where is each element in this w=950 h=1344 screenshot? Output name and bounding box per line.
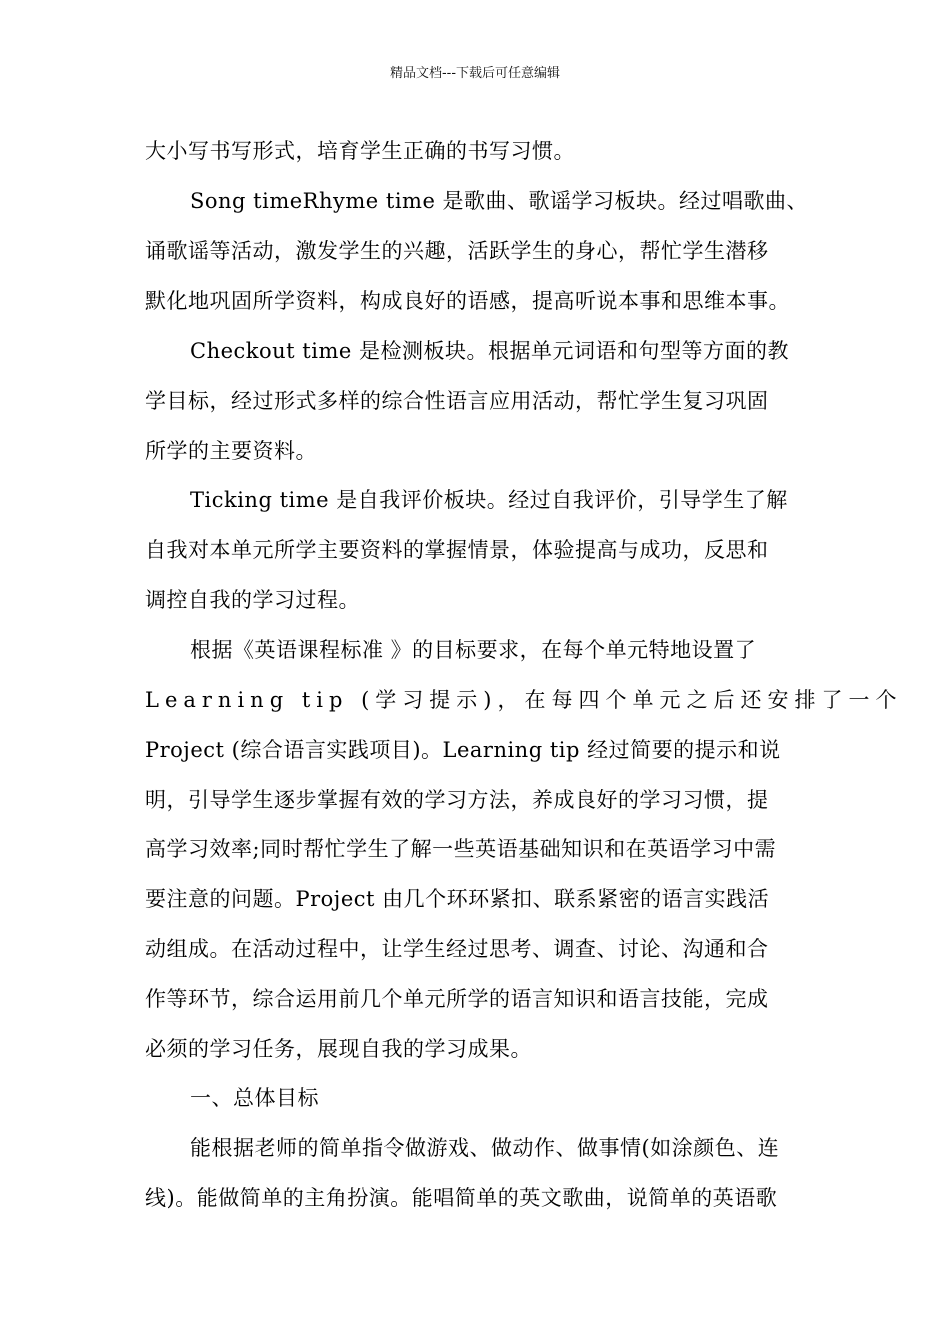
paragraph-line: 高学习效率;同时帮忙学生了解一些英语基础知识和在英语学习中需: [145, 837, 777, 861]
paragraph-line: 学目标，经过形式多样的综合性语言应用活动，帮忙学生复习巩固: [145, 389, 769, 413]
paragraph-line: 能根据老师的简单指令做游戏、做动作、做事情(如涂颜色、连: [190, 1136, 780, 1160]
paragraph-line: 自我对本单元所学主要资料的掌握情景，体验提高与成功，反思和: [145, 538, 769, 562]
paragraph-line: 默化地巩固所学资料，构成良好的语感，提高听说本事和思维本事。: [145, 289, 790, 313]
paragraph-line: 调控自我的学习过程。: [145, 588, 360, 612]
paragraph-line: Learning tip (学习提示)，在每四个单元之后还安排了一个: [145, 688, 903, 712]
paragraph-line: 作等环节，综合运用前几个单元所学的语言知识和语言技能，完成: [145, 987, 769, 1011]
paragraph-line: 所学的主要资料。: [145, 439, 317, 463]
paragraph-line: 根据《英语课程标准 》的目标要求，在每个单元特地设置了: [190, 638, 757, 662]
paragraph-line: 大小写书写形式，培育学生正确的书写习惯。: [145, 139, 575, 163]
section-heading: 一、总体目标: [190, 1086, 319, 1110]
paragraph-line: Song timeRhyme time 是歌曲、歌谣学习板块。经过唱歌曲、: [190, 189, 809, 213]
paragraph-line: Project (综合语言实践项目)。Learning tip 经过简要的提示和说: [145, 738, 781, 762]
paragraph-line: Ticking time 是自我评价板块。经过自我评价，引导学生了解: [190, 488, 788, 512]
paragraph-line: 诵歌谣等活动，激发学生的兴趣，活跃学生的身心，帮忙学生潜移: [145, 239, 769, 263]
paragraph-line: 动组成。在活动过程中，让学生经过思考、调查、讨论、沟通和合: [145, 937, 769, 961]
paragraph-line: Checkout time 是检测板块。根据单元词语和句型等方面的教: [190, 339, 789, 363]
page-header: 精品文档---下载后可任意编辑: [389, 66, 561, 81]
paragraph-line: 要注意的问题。Project 由几个环环紧扣、联系紧密的语言实践活: [145, 887, 770, 911]
paragraph-line: 明，引导学生逐步掌握有效的学习方法，养成良好的学习习惯，提: [145, 788, 769, 812]
paragraph-line: 线)。能做简单的主角扮演。能唱简单的英文歌曲，说简单的英语歌: [145, 1186, 778, 1210]
paragraph-line: 必须的学习任务，展现自我的学习成果。: [145, 1037, 532, 1061]
